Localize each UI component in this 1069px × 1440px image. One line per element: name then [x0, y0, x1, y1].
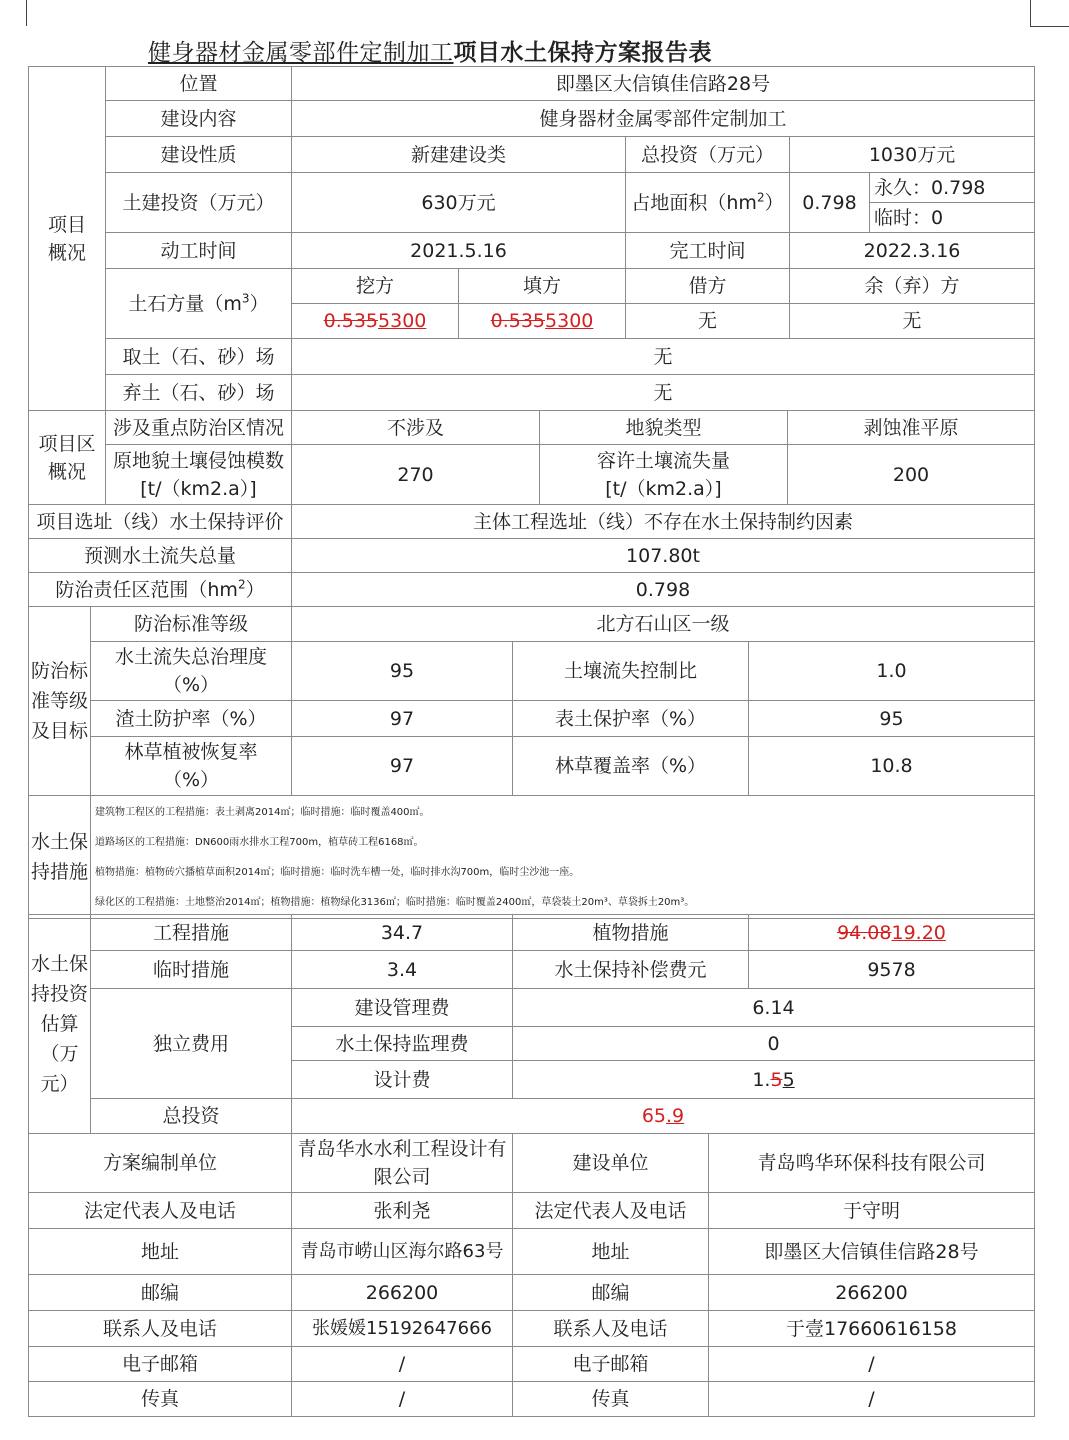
resp-area-label	[29, 573, 292, 607]
total-label: 总投资	[91, 1099, 292, 1134]
area-value: 0.798	[790, 173, 870, 233]
fill-label: 填方	[459, 269, 626, 304]
civil-invest-value: 630万元	[292, 173, 626, 233]
erosion-label-cell	[106, 445, 292, 505]
fax-build: /	[709, 1382, 1035, 1417]
contact-plan: 张媛媛15192647666	[292, 1311, 513, 1347]
allow-label: 容许土壤流失量	[596, 449, 730, 472]
content-value: 健身器材金属零部件定制加工	[292, 101, 1035, 137]
spoil-label: 余（弃）方	[790, 269, 1035, 304]
control-degree-label: 水土流失总治理度（%）	[91, 642, 292, 701]
compensation-value: 9578	[749, 951, 1035, 989]
total-invest-label: 总投资（万元）	[626, 137, 790, 173]
area-label	[626, 173, 790, 233]
contact-label-2: 联系人及电话	[513, 1311, 709, 1347]
zip-label-2: 邮编	[513, 1275, 709, 1311]
fax-plan: /	[292, 1382, 513, 1417]
legal-label-2: 法定代表人及电话	[513, 1193, 709, 1229]
temp-value: 3.4	[292, 951, 513, 989]
dump-site-value: 无	[292, 375, 1035, 411]
fax-label-2: 传真	[513, 1382, 709, 1417]
cut-value	[292, 304, 459, 339]
evaluation-table	[28, 504, 1035, 607]
total-value	[292, 1099, 1035, 1134]
key-area-label: 涉及重点防治区情况	[106, 411, 292, 445]
veg-cover-label: 林草覆盖率（%）	[513, 737, 749, 796]
grade-value: 北方石山区一级	[292, 607, 1035, 642]
control-degree-value: 95	[292, 642, 513, 701]
resp-area-value: 0.798	[292, 573, 1035, 607]
email-build: /	[709, 1347, 1035, 1382]
engineering-label: 工程措施	[91, 915, 292, 951]
start-value: 2021.5.16	[292, 233, 626, 269]
plant-old: 94.08	[837, 921, 892, 944]
plan-unit-label: 方案编制单位	[29, 1134, 292, 1193]
supervision-value: 0	[513, 1027, 1035, 1061]
allow-label-cell	[540, 445, 788, 505]
email-plan: /	[292, 1347, 513, 1382]
allow-value: 200	[788, 445, 1035, 505]
content-label: 建设内容	[106, 101, 292, 137]
design-value	[513, 1061, 1035, 1099]
area-label-close: ）	[764, 191, 784, 214]
temp-label: 临时措施	[91, 951, 292, 989]
end-value: 2022.3.16	[790, 233, 1035, 269]
measure-line: 建筑物工程区的工程措施：表土剥离2014㎡；临时措施：临时覆盖400㎡。	[95, 807, 430, 818]
total-a: 65	[641, 1105, 667, 1127]
earth-label-sup: 3	[241, 291, 250, 306]
measure-line: 植物措施：植物砖穴播植草面积2014㎡；临时措施：临时洗车槽一处，临时排水沟700m，临时尘沙池一座。	[95, 867, 580, 878]
budget-section-label: 水土保 持投资 估算 （万 元）	[29, 915, 91, 1134]
design-old: 5	[770, 1068, 783, 1091]
site-eval-value: 主体工程选址（线）不存在水土保持制约因素	[292, 505, 1035, 539]
measure-line: 绿化区的工程措施：土地整治2014㎡；植物措施：植物绿化3136㎡；临时措施：临时覆盖2400㎡，草袋装土20m³、草袋拆土20m³。	[95, 897, 695, 908]
earth-label	[106, 269, 292, 339]
temporary-area: 临时：0	[870, 203, 1035, 233]
measures-table	[28, 795, 1035, 919]
erosion-unit: [t/（km2.a）]	[140, 477, 257, 500]
fill-value	[459, 304, 626, 339]
design-label: 设计费	[292, 1061, 513, 1099]
cut-label: 挖方	[292, 269, 459, 304]
borrow-value: 无	[626, 304, 790, 339]
measures-section-label: 水土保 持措施	[29, 796, 91, 919]
email-label-2: 电子邮箱	[513, 1347, 709, 1382]
overview-table	[28, 66, 1035, 411]
zip-plan: 266200	[292, 1275, 513, 1311]
title-suffix: 项目水土保持方案报告表	[453, 40, 712, 66]
dump-site-label: 弃土（石、砂）场	[106, 375, 292, 411]
landform-label: 地貌类型	[540, 411, 788, 445]
location-label: 位置	[106, 67, 292, 101]
plan-unit-value: 青岛华水水利工程设计有限公司	[292, 1134, 513, 1193]
fill-old: 0.535	[490, 310, 546, 332]
earth-label-text: 土石方量（m	[128, 292, 242, 315]
supervision-label: 水土保持监理费	[292, 1027, 513, 1061]
location-value: 即墨区大信镇佳信路28号	[292, 67, 1035, 101]
landform-value: 剥蚀准平原	[788, 411, 1035, 445]
standards-table	[28, 606, 1035, 796]
plant-value	[749, 915, 1035, 951]
zip-label: 邮编	[29, 1275, 292, 1311]
crop-mark-left	[26, 0, 27, 26]
legal-plan: 张利尧	[292, 1193, 513, 1229]
address-label: 地址	[29, 1229, 292, 1275]
fill-new: 5300	[545, 310, 594, 332]
units-table	[28, 1133, 1035, 1417]
plant-new: 19.20	[891, 921, 946, 944]
legal-build: 于守明	[709, 1193, 1035, 1229]
plant-label: 植物措施	[513, 915, 749, 951]
slag-label: 渣土防护率（%）	[91, 701, 292, 737]
cut-old: 0.535	[323, 310, 379, 332]
veg-restore-label: 林草植被恢复率（%）	[91, 737, 292, 796]
measures-content	[91, 796, 1035, 919]
resp-area-label-text: 防治责任区范围（hm	[55, 578, 238, 601]
build-unit-value: 青岛鸣华环保科技有限公司	[709, 1134, 1035, 1193]
address-build: 即墨区大信镇佳信路28号	[709, 1229, 1035, 1275]
spoil-value: 无	[790, 304, 1035, 339]
veg-cover-value: 10.8	[749, 737, 1035, 796]
engineering-value: 34.7	[292, 915, 513, 951]
standards-section-label: 防治标 准等级 及目标	[29, 607, 91, 796]
slag-value: 97	[292, 701, 513, 737]
title-project-name: 健身器材金属零部件定制加工	[148, 40, 454, 66]
end-label: 完工时间	[626, 233, 790, 269]
independent-label: 独立费用	[91, 989, 292, 1099]
compensation-label: 水土保持补偿费元	[513, 951, 749, 989]
contact-label: 联系人及电话	[29, 1311, 292, 1347]
borrow-label: 借方	[626, 269, 790, 304]
civil-invest-label: 土建投资（万元）	[106, 173, 292, 233]
total-invest-value: 1030万元	[790, 137, 1035, 173]
zip-build: 266200	[709, 1275, 1035, 1311]
erosion-value: 270	[292, 445, 540, 505]
fax-label: 传真	[29, 1382, 292, 1417]
email-label: 电子邮箱	[29, 1347, 292, 1382]
contact-build: 于壹17660616158	[709, 1311, 1035, 1347]
key-area-value: 不涉及	[292, 411, 540, 445]
loss-ratio-value: 1.0	[749, 642, 1035, 701]
mgmt-value: 6.14	[513, 989, 1035, 1027]
page-title	[0, 34, 1069, 67]
design-new: 5	[782, 1068, 795, 1091]
take-site-value: 无	[292, 339, 1035, 375]
erosion-label: 原地貌土壤侵蚀模数	[112, 449, 284, 472]
veg-restore-value: 97	[292, 737, 513, 796]
cut-new: 5300	[378, 310, 427, 332]
overview-section-label: 项目 概况	[29, 67, 106, 411]
topsoil-value: 95	[749, 701, 1035, 737]
address-label-2: 地址	[513, 1229, 709, 1275]
topsoil-label: 表土保护率（%）	[513, 701, 749, 737]
take-site-label: 取土（石、砂）场	[106, 339, 292, 375]
resp-area-label-close: ）	[245, 578, 265, 601]
total-b: .9	[666, 1105, 685, 1127]
loss-ratio-label: 土壤流失控制比	[513, 642, 749, 701]
nature-value: 新建建设类	[292, 137, 626, 173]
mgmt-label: 建设管理费	[292, 989, 513, 1027]
permanent-area: 永久：0.798	[870, 173, 1035, 203]
allow-unit: [t/（km2.a）]	[605, 477, 722, 500]
resp-area-label-sup: 2	[237, 577, 246, 592]
predicted-loss-value: 107.80t	[292, 539, 1035, 573]
crop-mark-right-h	[1030, 26, 1069, 27]
area-label-sup: 2	[756, 190, 765, 205]
region-table	[28, 410, 1035, 505]
address-plan: 青岛市崂山区海尔路63号	[292, 1229, 513, 1275]
earth-label-close: ）	[249, 292, 269, 315]
crop-mark-right	[1030, 0, 1031, 26]
region-section-label: 项目区 概况	[29, 411, 106, 505]
budget-table	[28, 914, 1035, 1134]
start-label: 动工时间	[106, 233, 292, 269]
site-eval-label: 项目选址（线）水土保持评价	[29, 505, 292, 539]
area-label-text: 占地面积（hm	[631, 191, 757, 214]
legal-label: 法定代表人及电话	[29, 1193, 292, 1229]
grade-label: 防治标准等级	[91, 607, 292, 642]
measure-line: 道路场区的工程措施：DN600雨水排水工程700m，植草砖工程6168㎡。	[95, 837, 424, 848]
nature-label: 建设性质	[106, 137, 292, 173]
predicted-loss-label: 预测水土流失总量	[29, 539, 292, 573]
build-unit-label: 建设单位	[513, 1134, 709, 1193]
design-a: 1.	[752, 1068, 771, 1091]
